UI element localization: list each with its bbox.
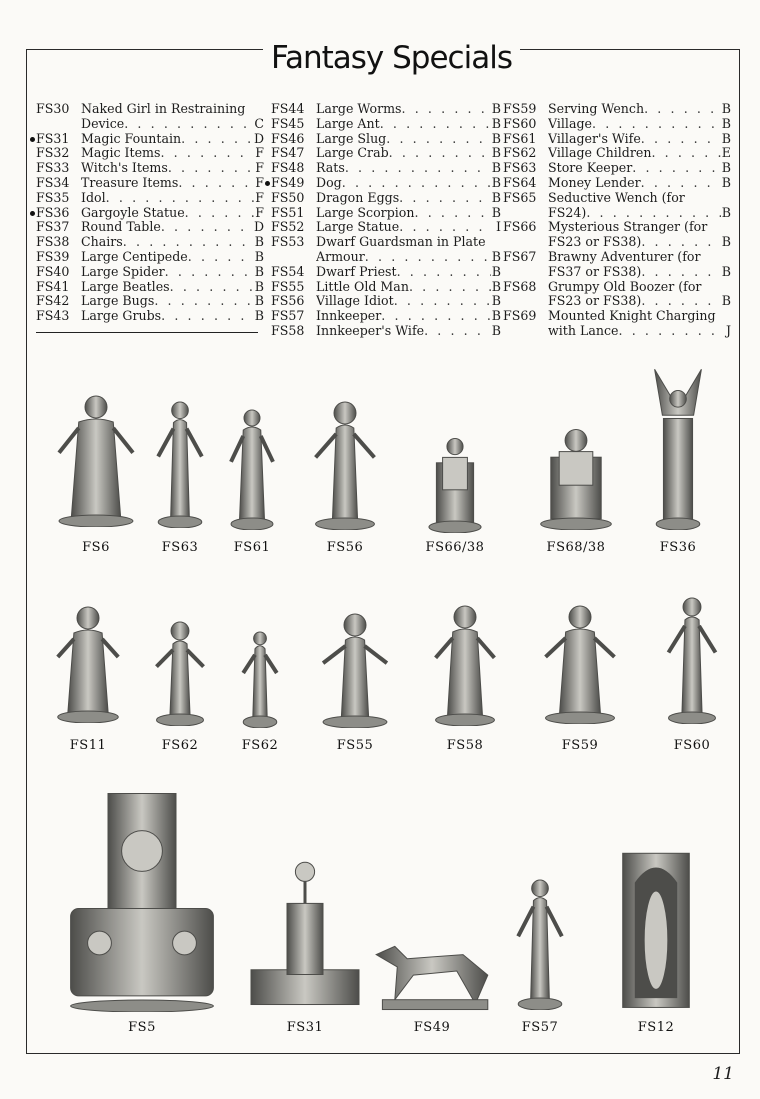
miniature-figure bbox=[52, 603, 124, 723]
catalog-entry bbox=[36, 280, 264, 295]
item-name: Chairs bbox=[81, 235, 123, 250]
price-grade bbox=[254, 102, 264, 117]
item-name: Innkeeper's Wife bbox=[316, 323, 425, 338]
item-name: Round Table bbox=[81, 220, 161, 235]
item-code: FS61 bbox=[503, 130, 537, 146]
item-code: FS43 bbox=[36, 308, 70, 324]
catalog-column-1 bbox=[36, 102, 264, 333]
miniature-figure bbox=[227, 406, 277, 530]
item-code: FS39 bbox=[36, 248, 70, 264]
price-grade: B bbox=[254, 278, 264, 294]
price-grade: B bbox=[491, 174, 501, 190]
price-grade: B bbox=[491, 204, 501, 220]
figure-caption: FS62 bbox=[241, 738, 279, 753]
figure-caption: FS61 bbox=[233, 540, 271, 555]
item-code: FS56 bbox=[271, 293, 305, 309]
item-name: Large Scorpion bbox=[316, 205, 415, 220]
item-code: FS51 bbox=[271, 204, 305, 220]
price-grade: E bbox=[721, 145, 731, 161]
miniature-figure bbox=[430, 602, 500, 726]
price-grade: B bbox=[491, 101, 501, 116]
miniature-figure bbox=[152, 618, 208, 726]
catalog-entry bbox=[503, 102, 731, 117]
item-name: Large Slug bbox=[316, 131, 387, 146]
catalog-column-3 bbox=[503, 102, 731, 339]
catalog-entry-continued bbox=[503, 294, 731, 309]
item-name: Dragon Eggs bbox=[316, 190, 400, 205]
item-name: Money Lender bbox=[548, 175, 641, 190]
price-grade: B bbox=[254, 308, 264, 324]
catalog-entry bbox=[36, 294, 264, 309]
price-grade bbox=[721, 250, 731, 265]
catalog-entry bbox=[271, 280, 501, 295]
item-code: FS48 bbox=[271, 160, 305, 176]
catalog-entry bbox=[271, 206, 501, 221]
miniature-figure bbox=[245, 856, 365, 1014]
catalog-entry bbox=[36, 146, 264, 161]
price-grade: B bbox=[491, 278, 501, 294]
item-name: Magic Items bbox=[81, 146, 161, 161]
catalog-entry bbox=[271, 161, 501, 176]
miniature-figure bbox=[310, 398, 380, 530]
price-grade: B bbox=[491, 263, 501, 279]
item-name: Innkeeper bbox=[316, 309, 382, 324]
item-code: FS32 bbox=[36, 145, 70, 161]
catalog-entry bbox=[503, 220, 731, 235]
price-grade: B bbox=[491, 293, 501, 309]
item-name: Large Centipede bbox=[81, 249, 188, 264]
catalog-entry bbox=[271, 132, 501, 147]
item-name: Witch's Items bbox=[81, 161, 168, 176]
item-name: Large Statue bbox=[316, 220, 400, 235]
item-name: Villager's Wife bbox=[548, 131, 641, 146]
item-name: Village Idiot bbox=[316, 294, 394, 309]
figure-caption: FS62 bbox=[161, 738, 199, 753]
catalog-entry bbox=[36, 220, 264, 235]
figure-caption: FS56 bbox=[326, 540, 364, 555]
item-code: FS49 bbox=[271, 174, 305, 190]
item-name: Treasure Items bbox=[81, 175, 179, 190]
catalog-entry bbox=[36, 309, 264, 324]
price-grade: B bbox=[721, 130, 731, 146]
catalog-entry-continued bbox=[503, 324, 731, 339]
figure-caption: FS57 bbox=[521, 1020, 559, 1035]
miniature-figure bbox=[370, 930, 494, 1012]
price-grade: B bbox=[491, 248, 501, 264]
price-grade: D bbox=[254, 130, 265, 146]
item-code: FS37 bbox=[36, 219, 70, 235]
figure-caption: FS6 bbox=[82, 540, 110, 555]
price-grade bbox=[721, 309, 731, 324]
item-name: FS37 or FS38) bbox=[548, 264, 642, 279]
price-grade bbox=[721, 191, 731, 206]
price-grade: B bbox=[721, 263, 731, 279]
miniature-figure bbox=[52, 392, 140, 527]
catalog-entry bbox=[271, 235, 501, 250]
item-code: FS66 bbox=[503, 219, 537, 235]
item-code: FS60 bbox=[503, 115, 537, 131]
item-name: Mounted Knight Charging bbox=[548, 309, 716, 324]
item-code: FS69 bbox=[503, 308, 537, 324]
catalog-entry bbox=[36, 235, 264, 250]
price-grade: B bbox=[721, 101, 731, 116]
catalog-entry bbox=[271, 324, 501, 339]
miniature-figure bbox=[619, 850, 693, 1014]
item-name: with Lance bbox=[548, 323, 619, 338]
catalog-entry bbox=[503, 161, 731, 176]
catalog-entry bbox=[503, 176, 731, 191]
item-code: FS55 bbox=[271, 278, 305, 294]
item-code: FS42 bbox=[36, 293, 70, 309]
miniature-figure bbox=[539, 602, 621, 724]
page-title: Fantasy Specials bbox=[263, 36, 520, 80]
item-name: Seductive Wench (for bbox=[548, 190, 685, 205]
catalog-entry bbox=[271, 176, 501, 191]
catalog-entry bbox=[36, 191, 264, 206]
price-grade: C bbox=[254, 115, 264, 131]
item-code: FS40 bbox=[36, 263, 70, 279]
item-code: FS53 bbox=[271, 234, 305, 250]
price-grade bbox=[491, 235, 501, 250]
item-name: Naked Girl in Restraining bbox=[81, 102, 246, 116]
item-name: Dwarf Priest bbox=[316, 264, 397, 279]
catalog-entry bbox=[36, 206, 264, 221]
catalog-entry bbox=[503, 146, 731, 161]
catalog-entry bbox=[271, 294, 501, 309]
price-grade: B bbox=[491, 130, 501, 146]
item-code: FS50 bbox=[271, 189, 305, 205]
catalog-entry bbox=[36, 250, 264, 265]
item-code: FS47 bbox=[271, 145, 305, 161]
item-name: Gargoyle Statue bbox=[81, 205, 185, 220]
item-code: FS59 bbox=[503, 101, 537, 116]
item-name: Idol bbox=[81, 190, 106, 205]
price-grade: I bbox=[496, 219, 501, 235]
item-code: FS36 bbox=[36, 204, 70, 220]
item-name: Large Beatles bbox=[81, 279, 170, 294]
item-code: FS63 bbox=[503, 160, 537, 176]
figure-caption: FS68/38 bbox=[546, 540, 606, 555]
item-code: FS65 bbox=[503, 189, 537, 205]
page-number: 11 bbox=[712, 1064, 734, 1084]
price-grade bbox=[721, 220, 731, 235]
item-code: FS46 bbox=[271, 130, 305, 146]
catalog-entry bbox=[36, 132, 264, 147]
item-name: Dwarf Guardsman in Plate bbox=[316, 235, 486, 250]
price-grade: B bbox=[721, 160, 731, 176]
catalog-entry bbox=[36, 265, 264, 280]
item-code: FS68 bbox=[503, 278, 537, 294]
item-name: Magic Fountain bbox=[81, 131, 182, 146]
price-grade: F bbox=[255, 174, 264, 190]
figure-caption: FS66/38 bbox=[425, 540, 485, 555]
miniature-figure bbox=[652, 366, 704, 530]
catalog-entry bbox=[271, 102, 501, 117]
price-grade: F bbox=[255, 204, 264, 220]
figure-caption: FS31 bbox=[286, 1020, 324, 1035]
bullet-icon bbox=[30, 211, 35, 216]
figure-caption: FS60 bbox=[673, 738, 711, 753]
catalog-entry bbox=[271, 146, 501, 161]
miniature-figure bbox=[57, 782, 227, 1012]
catalog-entry bbox=[503, 309, 731, 324]
catalog-entry bbox=[503, 117, 731, 132]
item-code: FS41 bbox=[36, 278, 70, 294]
figure-caption: FS58 bbox=[446, 738, 484, 753]
catalog-entry-continued bbox=[503, 235, 731, 250]
item-code: FS57 bbox=[271, 308, 305, 324]
figure-caption: FS63 bbox=[161, 540, 199, 555]
miniature-figure bbox=[514, 876, 566, 1010]
item-code: FS31 bbox=[36, 130, 70, 146]
item-code: FS67 bbox=[503, 248, 537, 264]
price-grade: B bbox=[491, 322, 501, 338]
price-grade: B bbox=[491, 160, 501, 176]
price-grade: B bbox=[721, 204, 731, 220]
price-grade: B bbox=[491, 145, 501, 161]
item-name: Large Crab bbox=[316, 146, 389, 161]
item-name: Large Bugs bbox=[81, 294, 155, 309]
item-code: FS30 bbox=[36, 101, 70, 116]
miniature-figure bbox=[424, 425, 486, 533]
miniature-figure bbox=[317, 610, 393, 728]
item-name: FS23 or FS38) bbox=[548, 294, 642, 309]
miniature-figure bbox=[664, 594, 720, 724]
miniature-figure bbox=[154, 398, 206, 528]
price-grade bbox=[721, 280, 731, 295]
item-name: Armour bbox=[316, 249, 365, 264]
column-divider bbox=[36, 332, 258, 333]
price-grade: B bbox=[254, 263, 264, 279]
item-name: Store Keeper bbox=[548, 161, 633, 176]
item-code: FS45 bbox=[271, 115, 305, 131]
item-name: Mysterious Stranger (for bbox=[548, 220, 708, 235]
miniature-figure bbox=[534, 418, 618, 530]
item-code: FS44 bbox=[271, 101, 305, 116]
item-name: Village bbox=[548, 116, 592, 131]
price-grade: B bbox=[254, 248, 264, 264]
price-grade: B bbox=[721, 174, 731, 190]
item-code: FS54 bbox=[271, 263, 305, 279]
catalog-column-2 bbox=[271, 102, 501, 339]
item-name: Village Children bbox=[548, 146, 652, 161]
catalog-entry bbox=[271, 191, 501, 206]
catalog-entry bbox=[503, 132, 731, 147]
item-name: FS23 or FS38) bbox=[548, 235, 642, 250]
item-code: FS34 bbox=[36, 174, 70, 190]
catalog-entry bbox=[36, 176, 264, 191]
catalog-entry bbox=[503, 250, 731, 265]
price-grade: B bbox=[254, 234, 264, 250]
price-grade: B bbox=[491, 189, 501, 205]
price-grade: B bbox=[721, 115, 731, 131]
figure-caption: FS49 bbox=[413, 1020, 451, 1035]
item-name: Little Old Man bbox=[316, 279, 409, 294]
catalog-entry bbox=[271, 220, 501, 235]
figure-caption: FS5 bbox=[128, 1020, 156, 1035]
figure-caption: FS55 bbox=[336, 738, 374, 753]
item-name: FS24) bbox=[548, 205, 587, 220]
item-name: Rats bbox=[316, 161, 345, 176]
price-grade: B bbox=[721, 234, 731, 250]
item-name: Large Ant bbox=[316, 116, 380, 131]
item-name: Dog bbox=[316, 175, 342, 190]
price-grade: J bbox=[725, 322, 731, 338]
item-code: FS38 bbox=[36, 234, 70, 250]
catalog-entry-continued bbox=[271, 250, 501, 265]
price-grade: D bbox=[254, 219, 265, 235]
miniature-figure bbox=[240, 628, 280, 728]
item-name: Serving Wench bbox=[548, 102, 645, 116]
item-code: FS33 bbox=[36, 160, 70, 176]
price-grade: B bbox=[491, 115, 501, 131]
item-name: Device bbox=[81, 116, 125, 131]
catalog-entry bbox=[271, 309, 501, 324]
price-grade: F bbox=[255, 189, 264, 205]
item-code: FS52 bbox=[271, 219, 305, 235]
item-name: Large Grubs bbox=[81, 309, 162, 324]
figure-caption: FS11 bbox=[69, 738, 107, 753]
figure-caption: FS12 bbox=[637, 1020, 675, 1035]
figure-caption: FS36 bbox=[659, 540, 697, 555]
bullet-icon bbox=[30, 137, 35, 142]
price-grade: F bbox=[255, 160, 264, 176]
catalog-entry bbox=[271, 117, 501, 132]
catalog-entry-continued bbox=[503, 206, 731, 221]
bullet-icon bbox=[265, 181, 270, 186]
item-name: Grumpy Old Boozer (for bbox=[548, 279, 702, 294]
catalog-entry-continued bbox=[36, 117, 264, 132]
catalog-entry bbox=[503, 280, 731, 295]
item-name: Large Worms bbox=[316, 102, 402, 116]
catalog-entry bbox=[36, 161, 264, 176]
item-code: FS58 bbox=[271, 322, 305, 338]
catalog-entry bbox=[503, 191, 731, 206]
item-name: Brawny Adventurer (for bbox=[548, 249, 701, 264]
price-grade: B bbox=[254, 293, 264, 309]
figure-caption: FS59 bbox=[561, 738, 599, 753]
item-code: FS64 bbox=[503, 174, 537, 190]
item-code: FS62 bbox=[503, 145, 537, 161]
price-grade: B bbox=[491, 308, 501, 324]
catalog-entry bbox=[271, 265, 501, 280]
item-name: Large Spider bbox=[81, 264, 165, 279]
catalog-entry-continued bbox=[503, 265, 731, 280]
item-code: FS35 bbox=[36, 189, 70, 205]
price-grade: F bbox=[255, 145, 264, 161]
catalog-entry bbox=[36, 102, 264, 117]
price-grade: B bbox=[721, 293, 731, 309]
